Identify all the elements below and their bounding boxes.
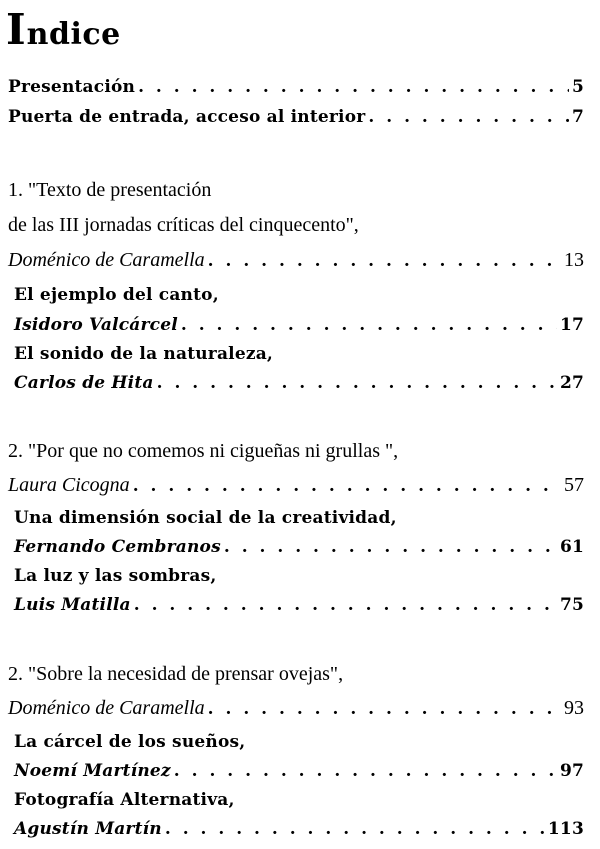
dot-leader [208,246,561,276]
toc-page-number: 97 [559,761,584,781]
page-title [6,5,121,55]
toc-entry-valcarcel[interactable] [14,310,584,340]
toc-entry-author: Doménico de Caramella [8,249,205,271]
dot-leader [181,310,557,340]
toc-entry-author: Noemí Martínez [14,761,171,781]
toc-page-number: 17 [559,315,584,335]
title-initial: I [6,5,27,54]
dot-leader [165,814,545,844]
toc-entry-title: El ejemplo del canto, [14,285,219,305]
dot-leader [134,590,557,620]
toc-entry-matilla[interactable] [14,590,584,620]
toc-entry-author: Isidoro Valcárcel [14,315,178,335]
dot-leader [157,368,557,398]
section-heading: 2. "Sobre la necesidad de prensar ovejas", [8,663,344,685]
dot-leader [138,72,569,102]
toc-page-number: 61 [559,537,584,557]
toc-entry-title: Una dimensión social de la creatividad, [14,508,397,528]
dot-leader [224,532,557,562]
dot-leader [133,471,561,501]
title-rest: ndice [26,17,121,52]
toc-entry-hita[interactable] [14,368,584,398]
toc-entry-presentacion[interactable] [8,72,584,102]
toc-entry-martinez[interactable] [14,756,584,786]
toc-entry-martin[interactable] [14,814,584,844]
toc-entry-author: Fernando Cembranos [14,537,221,557]
toc-entry-label: Presentación [8,77,136,97]
dot-leader [368,102,569,132]
toc-page-number: 75 [559,595,584,615]
dot-leader [174,756,557,786]
toc-entry-author: Carlos de Hita [14,373,154,393]
toc-entry-author: Laura Cicogna [8,474,130,496]
dot-leader [208,694,561,724]
toc-entry-title: Fotografía Alternativa, [14,790,235,810]
toc-page-number: 5 [571,77,584,97]
toc-page-number: 57 [564,474,584,496]
toc-entry-section-2[interactable] [8,470,584,500]
toc-page-number: 27 [559,373,584,393]
toc-page-number: 13 [564,249,584,271]
toc-entry-title: El sonido de la naturaleza, [14,344,274,364]
section-heading: 1. "Texto de presentación [8,179,212,201]
toc-entry-author: Doménico de Caramella [8,697,205,719]
toc-entry-section-1[interactable] [8,245,584,275]
toc-page-number: 93 [564,697,584,719]
toc-page-number: 113 [547,819,584,839]
toc-page-number: 7 [571,107,584,127]
toc-entry-author: Luis Matilla [14,595,131,615]
toc-entry-section-3[interactable] [8,693,584,723]
toc-entry-title: La luz y las sombras, [14,566,217,586]
toc-entry-cembranos[interactable] [14,532,584,562]
section-heading: 2. "Por que no comemos ni cigueñas ni grullas ", [8,440,399,462]
toc-entry-puerta[interactable] [8,102,584,132]
toc-entry-label: Puerta de entrada, acceso al interior [8,107,366,127]
toc-entry-title: La cárcel de los sueños, [14,732,246,752]
section-heading-continued: de las III jornadas críticas del cinquecento", [8,214,359,236]
toc-entry-author: Agustín Martín [14,819,162,839]
